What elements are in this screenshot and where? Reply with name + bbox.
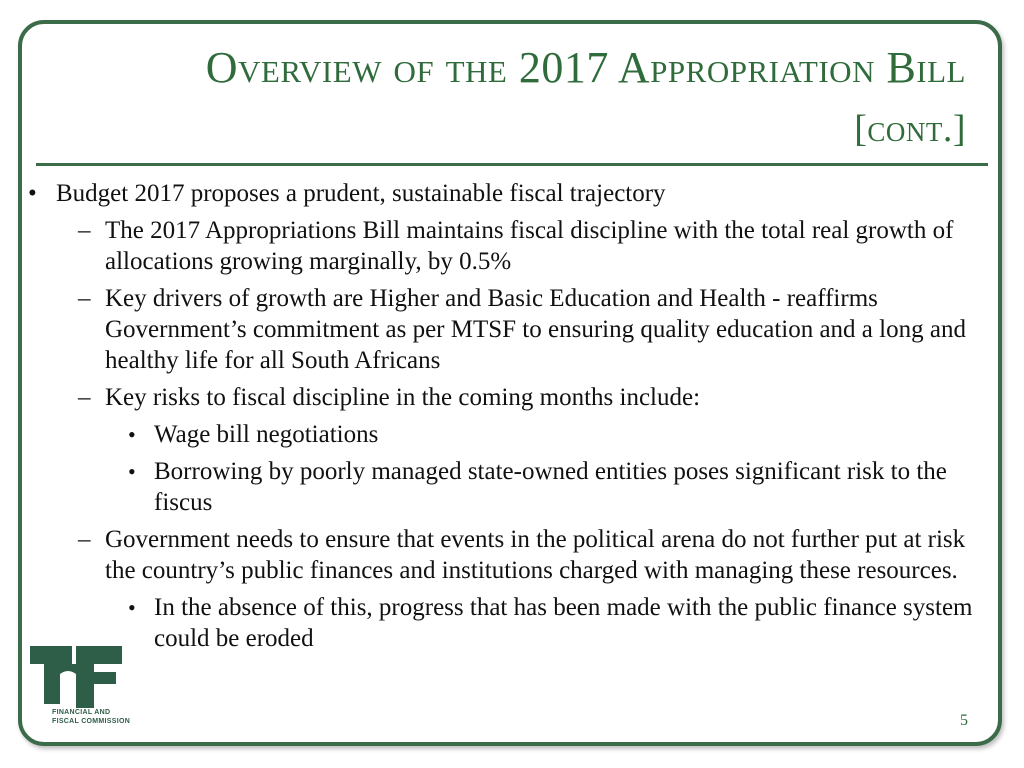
bullet-dot-icon: • [128, 459, 136, 484]
bullet-text: Key risks to fiscal discipline in the coming months include: [105, 384, 701, 411]
bullet-item-level-3 [28, 592, 996, 654]
bullet-text: Budget 2017 proposes a prudent, sustainable fiscal trajectory [56, 180, 666, 207]
bullet-text: Wage bill negotiations [154, 421, 379, 448]
bullet-item-level-2 [28, 524, 996, 586]
logo-text: FINANCIAL AND FISCAL COMMISSION [52, 709, 131, 725]
bullet-dash-icon: – [78, 217, 91, 244]
title-divider [36, 163, 988, 166]
bullet-text: Borrowing by poorly managed state-owned entities poses significant risk to the fiscus [154, 458, 947, 516]
bullet-text: Key drivers of growth are Higher and Basic Education and Health - reaffirms Government’s commitment as per MTSF to ensuring quality education and a long and healthy life for all South Africans [105, 285, 966, 374]
bullet-dot-icon: • [128, 595, 136, 620]
slide-title [86, 43, 966, 150]
bullet-item-level-3 [28, 419, 996, 450]
bullet-text: In the absence of this, progress that has been made with the public finance system could be eroded [154, 594, 973, 652]
bullet-item-level-3 [28, 456, 996, 518]
page-number: 5 [960, 712, 968, 729]
bullet-item-level-2 [28, 382, 996, 413]
bullet-list [28, 178, 996, 660]
bullet-item-level-1 [28, 178, 996, 209]
bullet-dash-icon: – [78, 285, 91, 312]
bullet-text: The 2017 Appropriations Bill maintains fiscal discipline with the total real growth of allocations growing marginally, by 0.5% [105, 217, 954, 275]
bullet-item-level-2 [28, 283, 996, 376]
bullet-dash-icon: – [78, 526, 91, 553]
bullet-dash-icon: – [78, 384, 91, 411]
title-line-2: [cont.] [854, 108, 966, 150]
bullet-dot-icon: • [28, 180, 37, 207]
title-line-1: Overview of the 2017 Appropriation Bill [205, 43, 966, 92]
bullet-text: Government needs to ensure that events in the political arena do not further put at risk the country’s public finances and institutions charged with managing these resources. [105, 526, 966, 584]
bullet-item-level-2 [28, 215, 996, 277]
bullet-dot-icon: • [128, 422, 136, 447]
